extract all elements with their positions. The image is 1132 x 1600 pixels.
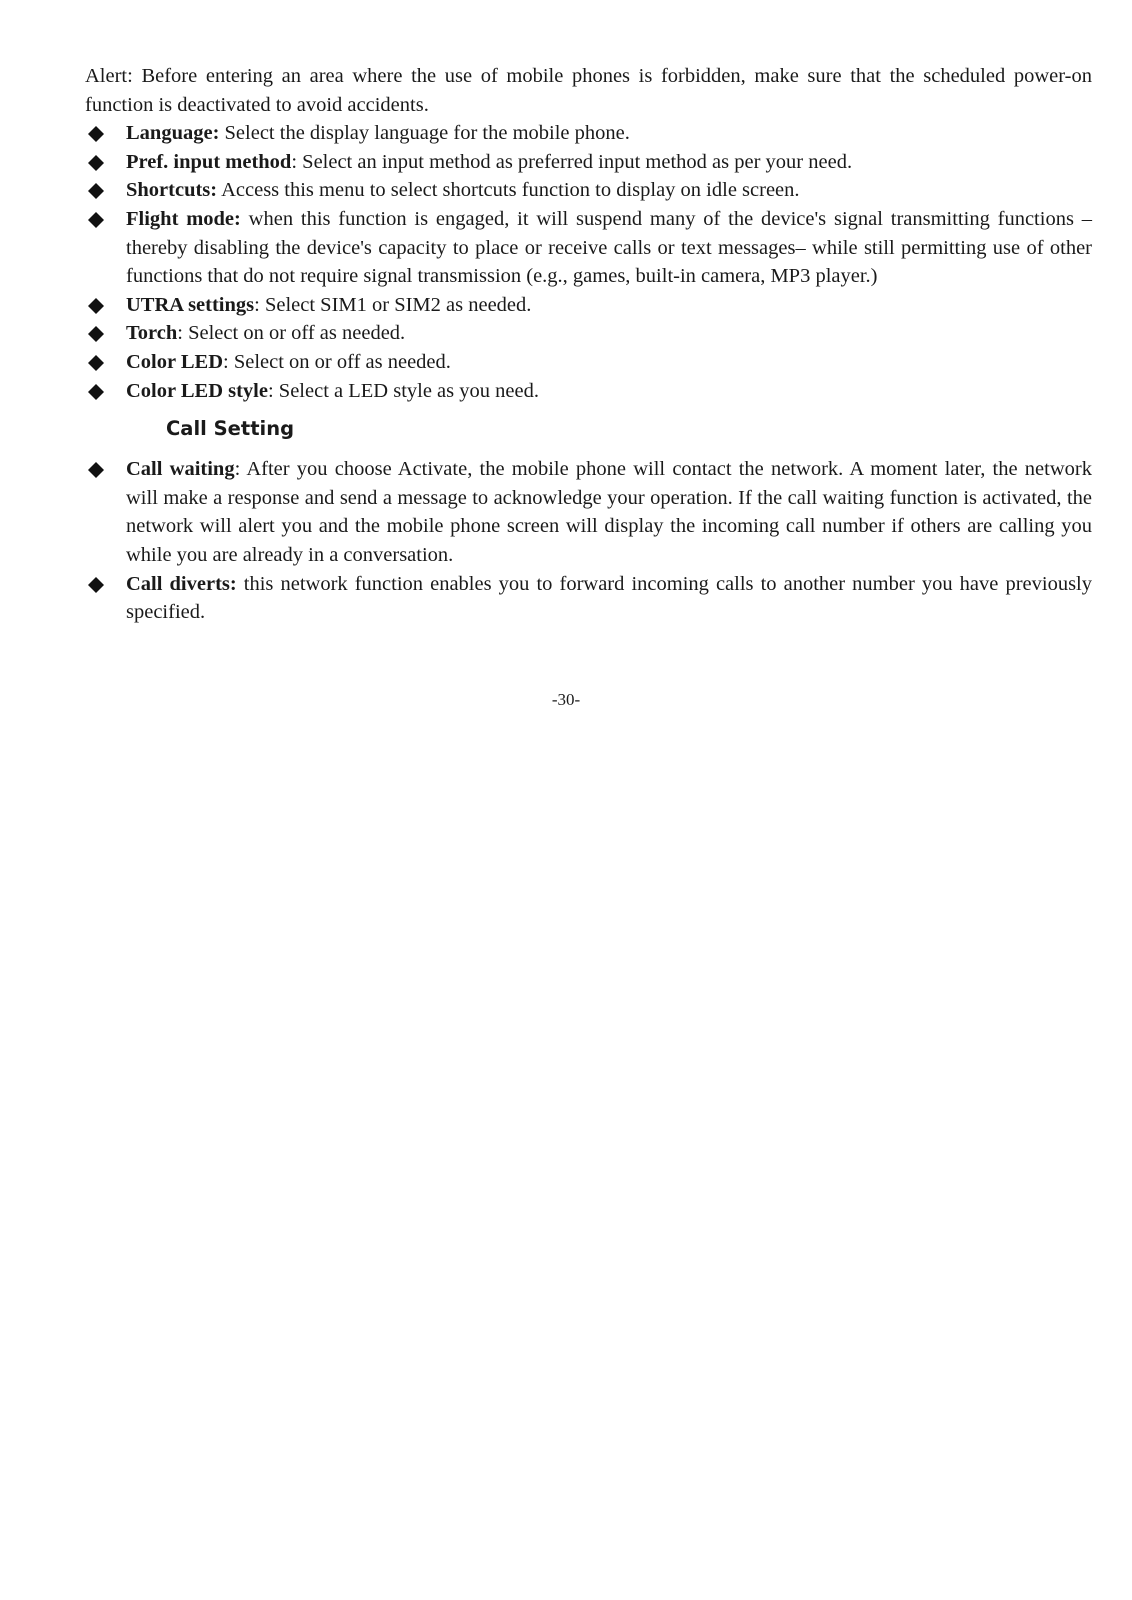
setting-description: Select the display language for the mobile phone.	[219, 122, 630, 145]
diamond-bullet-icon	[88, 212, 104, 228]
section-heading-call-setting: Call Setting	[166, 417, 295, 441]
setting-description: when this function is engaged, it will suspend many of the device's signal transmitting functions – thereby disabling the device's capacity to place or receive calls or text messages– while still permitting use of other functions that do not require signal transmission (e.g., games, built-in camera, MP3 player.)	[126, 207, 1092, 288]
diamond-bullet-icon	[88, 355, 104, 371]
list-item	[85, 291, 1092, 320]
diamond-bullet-icon	[88, 326, 104, 342]
phone-settings-list	[85, 119, 1092, 405]
list-item	[85, 570, 1092, 627]
setting-description: : After you choose Activate, the mobile phone will contact the network. A moment later, the network will make a response and send a message to acknowledge your operation. If the call waiting function is activated, the network will alert you and the mobile phone screen will display the incoming call number if others are calling you while you are already in a conversation.	[126, 458, 1092, 566]
setting-term: Color LED	[126, 350, 224, 373]
setting-term: Torch	[126, 322, 178, 345]
setting-term: Pref. input method	[126, 150, 292, 173]
setting-description: : Select a LED style as you need.	[267, 379, 539, 402]
setting-description: Access this menu to select shortcuts function to display on idle screen.	[217, 179, 800, 202]
setting-description: : Select on or off as needed.	[177, 322, 406, 345]
diamond-bullet-icon	[88, 298, 104, 314]
setting-term: Call waiting	[126, 458, 235, 481]
list-item	[85, 319, 1092, 348]
list-item	[85, 348, 1092, 377]
list-item	[85, 119, 1092, 148]
page-number: -30-	[551, 690, 581, 709]
list-item	[85, 176, 1092, 205]
setting-term: Color LED style	[126, 379, 268, 402]
setting-term: UTRA settings	[126, 293, 255, 316]
diamond-bullet-icon	[88, 384, 104, 400]
diamond-bullet-icon	[88, 126, 104, 142]
list-item	[85, 455, 1092, 569]
call-settings-list	[85, 455, 1092, 627]
list-item	[85, 148, 1092, 177]
setting-term: Shortcuts:	[126, 179, 218, 202]
setting-term: Flight mode:	[126, 207, 241, 230]
setting-description: : Select on or off as needed.	[223, 350, 451, 373]
diamond-bullet-icon	[88, 155, 104, 171]
diamond-bullet-icon	[88, 577, 104, 593]
diamond-bullet-icon	[88, 183, 104, 199]
setting-term: Call diverts:	[126, 572, 237, 595]
setting-description: : Select SIM1 or SIM2 as needed.	[254, 293, 532, 316]
diamond-bullet-icon	[88, 462, 104, 478]
manual-page	[85, 62, 1092, 627]
setting-description: : Select an input method as preferred input method as per your need.	[291, 150, 853, 173]
setting-term: Language:	[126, 122, 220, 145]
list-item	[85, 205, 1092, 291]
list-item	[85, 377, 1092, 406]
alert-paragraph: Alert: Before entering an area where the use of mobile phones is forbidden, make sure that the scheduled power-on function is deactivated to avoid accidents.	[85, 65, 1092, 116]
setting-description: this network function enables you to forward incoming calls to another number you have previously specified.	[126, 572, 1092, 624]
